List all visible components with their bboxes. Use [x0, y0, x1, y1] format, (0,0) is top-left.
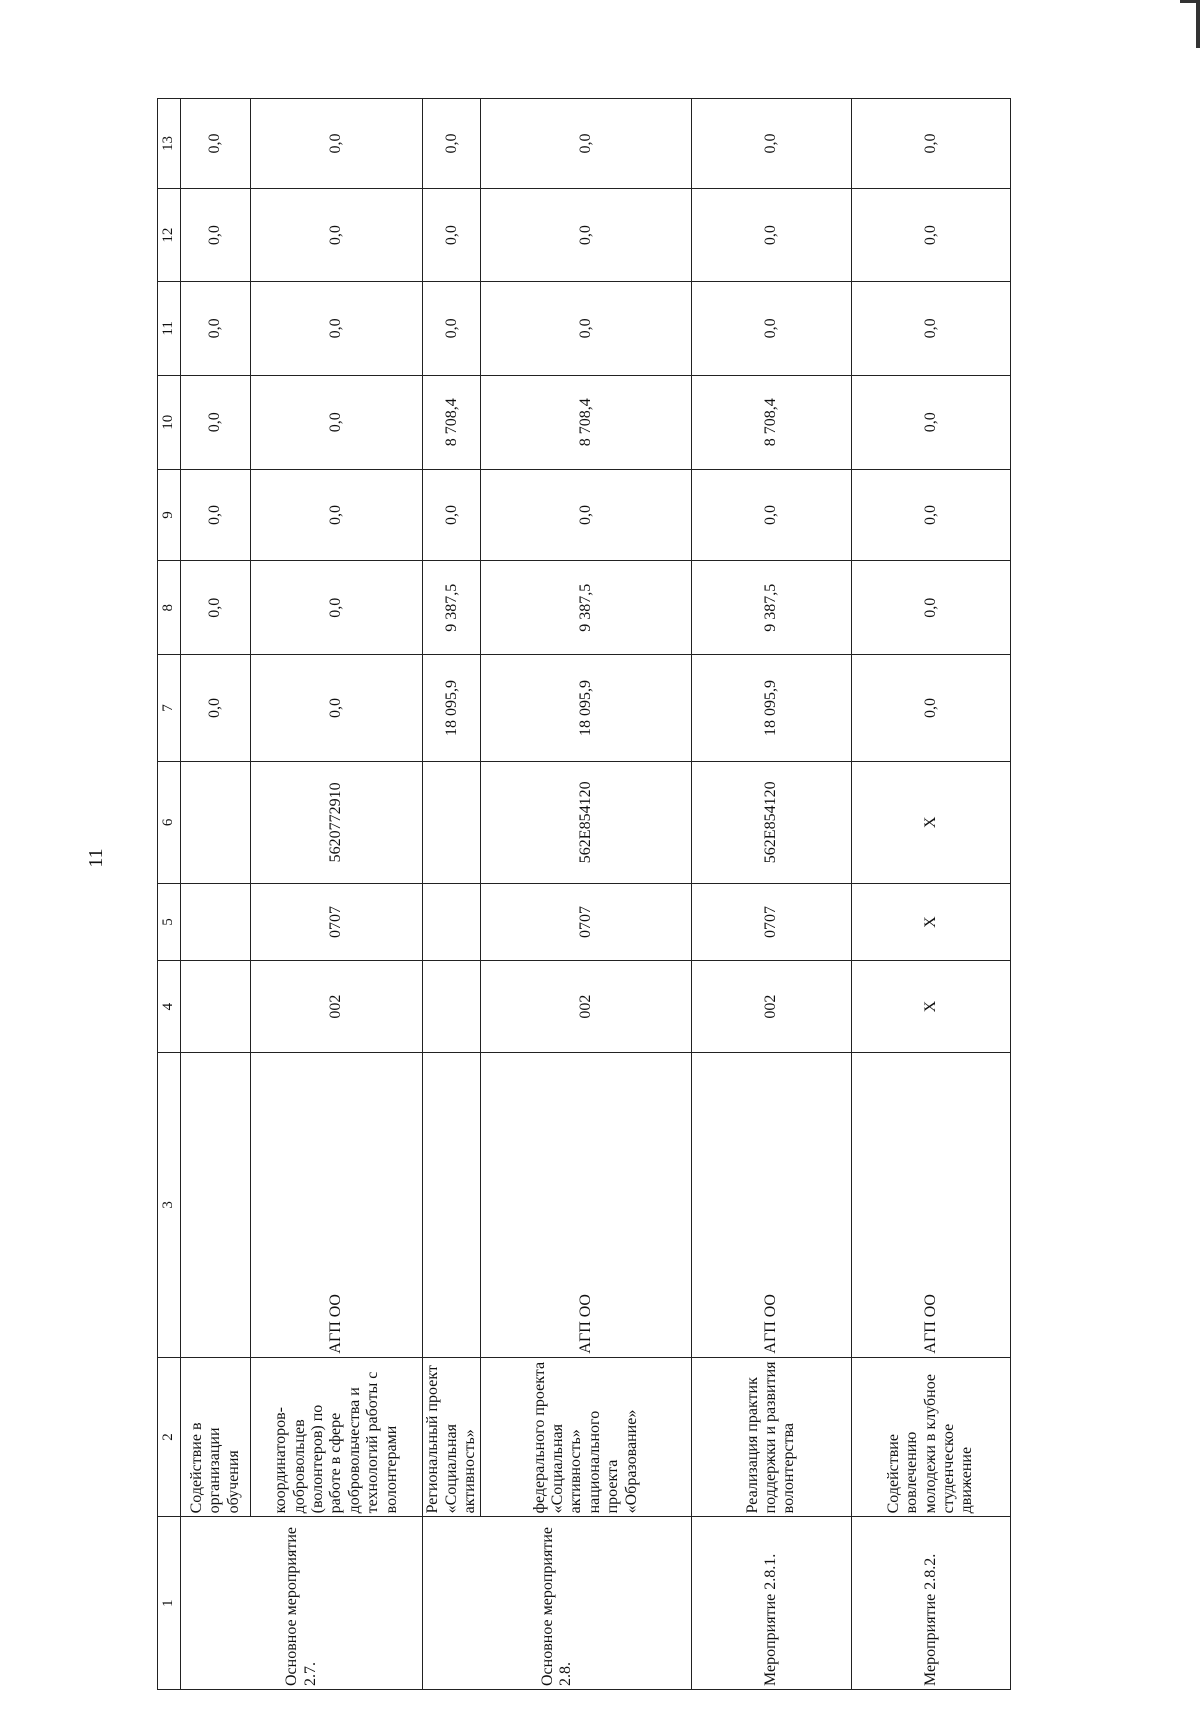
- col-header: 9: [158, 470, 181, 561]
- budget-table: [157, 98, 1011, 1690]
- empty-cell: [423, 761, 481, 883]
- value-cell: 0,0: [250, 99, 423, 189]
- value-cell: 0,0: [851, 375, 1010, 469]
- value-cell: 0,0: [423, 470, 481, 561]
- col-header: 3: [158, 1053, 181, 1357]
- executor-cell: АГП ОО: [691, 1053, 851, 1357]
- value-cell: 0,0: [181, 282, 251, 375]
- value-cell: 0,0: [481, 470, 692, 561]
- code-cell: 002: [250, 961, 423, 1053]
- code-cell: Х: [851, 961, 1010, 1053]
- empty-cell: [181, 961, 251, 1053]
- measure-description: Содействие в организации обучения: [181, 1357, 251, 1517]
- value-cell: 0,0: [481, 282, 692, 375]
- measure-name: Основное мероприятие 2.8.: [423, 1517, 691, 1690]
- value-cell: 9 387,5: [423, 560, 481, 654]
- col-header: 5: [158, 884, 181, 961]
- empty-cell: [423, 884, 481, 961]
- value-cell: 0,0: [851, 188, 1010, 281]
- empty-cell: [423, 961, 481, 1053]
- value-cell: 0,0: [250, 470, 423, 561]
- value-cell: 18 095,9: [481, 655, 692, 761]
- value-cell: 0,0: [481, 99, 692, 189]
- empty-cell: [181, 1053, 251, 1357]
- col-header: 4: [158, 961, 181, 1053]
- value-cell: 0,0: [851, 655, 1010, 761]
- table-row: [250, 99, 423, 1690]
- executor-cell: АГП ОО: [481, 1053, 692, 1357]
- code-cell: Х: [851, 761, 1010, 883]
- value-cell: 0,0: [181, 470, 251, 561]
- value-cell: 0,0: [691, 188, 851, 281]
- col-header: 13: [158, 99, 181, 189]
- code-cell: Х: [851, 884, 1010, 961]
- col-header: 10: [158, 375, 181, 469]
- code-cell: 562E854120: [691, 761, 851, 883]
- header-row: [158, 99, 181, 1690]
- value-cell: 0,0: [851, 99, 1010, 189]
- value-cell: 0,0: [181, 375, 251, 469]
- value-cell: 0,0: [851, 470, 1010, 561]
- value-cell: 0,0: [250, 560, 423, 654]
- table-row: [691, 99, 851, 1690]
- col-header: 2: [158, 1357, 181, 1517]
- value-cell: 18 095,9: [691, 655, 851, 761]
- value-cell: 0,0: [423, 99, 481, 189]
- value-cell: 0,0: [181, 655, 251, 761]
- col-header: 6: [158, 761, 181, 883]
- table-row: [181, 99, 251, 1690]
- executor-cell: АГП ОО: [851, 1053, 1010, 1357]
- empty-cell: [181, 884, 251, 961]
- measure-description: Содействие вовлечению молодежи в клубное студенческое движение: [851, 1357, 1010, 1517]
- table-row: [423, 99, 481, 1690]
- col-header: 1: [158, 1517, 181, 1690]
- value-cell: 0,0: [851, 282, 1010, 375]
- value-cell: 0,0: [423, 282, 481, 375]
- code-cell: 5620772910: [250, 761, 423, 883]
- page-edge-mark-top: [1180, 0, 1200, 3]
- value-cell: 0,0: [851, 560, 1010, 654]
- measure-name: Мероприятие 2.8.1.: [691, 1517, 851, 1690]
- code-cell: 562E854120: [481, 761, 692, 883]
- value-cell: 18 095,9: [423, 655, 481, 761]
- col-header: 7: [158, 655, 181, 761]
- value-cell: 0,0: [481, 188, 692, 281]
- measure-description: федерального проекта «Социальная активность» национального проекта «Образование»: [481, 1357, 692, 1517]
- value-cell: 0,0: [423, 188, 481, 281]
- value-cell: 0,0: [250, 282, 423, 375]
- value-cell: 0,0: [250, 375, 423, 469]
- value-cell: 0,0: [250, 655, 423, 761]
- measure-name: Основное мероприятие 2.7.: [181, 1517, 423, 1690]
- col-header: 11: [158, 282, 181, 375]
- value-cell: 0,0: [250, 188, 423, 281]
- measure-name: Мероприятие 2.8.2.: [851, 1517, 1010, 1690]
- measure-description: Реализация практик поддержки и развития волонтерства: [691, 1357, 851, 1517]
- value-cell: 8 708,4: [481, 375, 692, 469]
- measure-description: Региональный проект «Социальная активность»: [423, 1357, 481, 1517]
- empty-cell: [423, 1053, 481, 1357]
- value-cell: 8 708,4: [691, 375, 851, 469]
- value-cell: 8 708,4: [423, 375, 481, 469]
- value-cell: 0,0: [691, 99, 851, 189]
- code-cell: 002: [691, 961, 851, 1053]
- empty-cell: [181, 761, 251, 883]
- code-cell: 002: [481, 961, 692, 1053]
- col-header: 12: [158, 188, 181, 281]
- table-row: [481, 99, 692, 1690]
- value-cell: 9 387,5: [691, 560, 851, 654]
- executor-cell: АГП ОО: [250, 1053, 423, 1357]
- value-cell: 0,0: [181, 560, 251, 654]
- value-cell: 0,0: [181, 99, 251, 189]
- value-cell: 9 387,5: [481, 560, 692, 654]
- value-cell: 0,0: [691, 282, 851, 375]
- value-cell: 0,0: [691, 470, 851, 561]
- measure-description: координаторов-добровольцев (волонтеров) по работе в сфере добровольчества и технологий работы с волонтерами: [250, 1357, 423, 1517]
- code-cell: 0707: [481, 884, 692, 961]
- code-cell: 0707: [691, 884, 851, 961]
- table-row: [851, 99, 1010, 1690]
- value-cell: 0,0: [181, 188, 251, 281]
- page-edge-mark: [1196, 0, 1200, 48]
- col-header: 8: [158, 560, 181, 654]
- code-cell: 0707: [250, 884, 423, 961]
- page-number: 11: [85, 848, 107, 868]
- rotated-table-wrapper: [157, 98, 1011, 1690]
